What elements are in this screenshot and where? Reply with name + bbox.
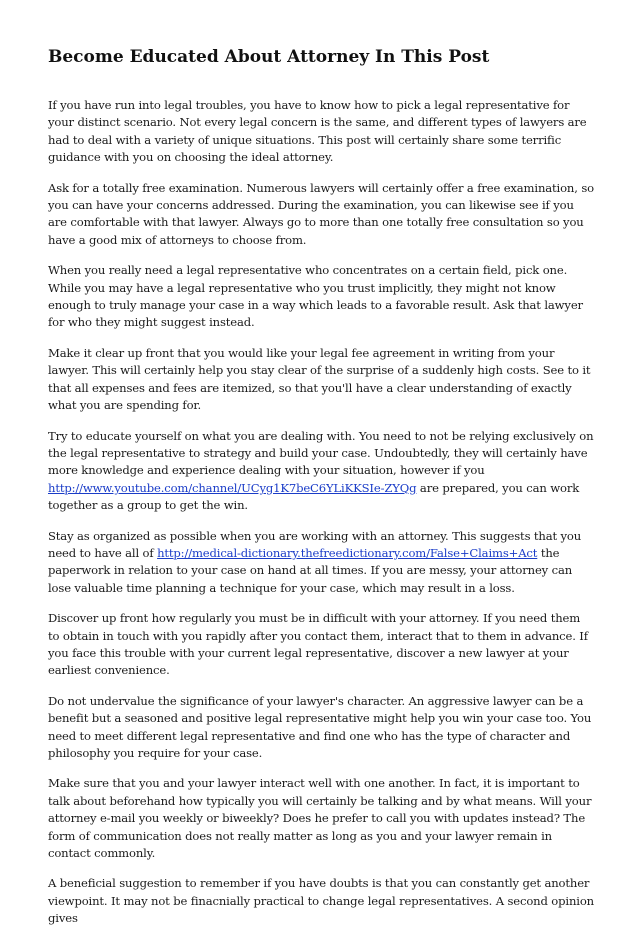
paragraph-text: Stay as organized as possible when you are working with an attorney. This suggests that you need to have all of: [48, 528, 582, 560]
paragraph-free-examination: Ask for a totally free examination. Numerous lawyers will certainly offer a free examination, so you can have your concerns addressed. During the examination, you can likewise see if you are comfortable with that lawyer. Always go to more than one totally free consultation so you have a good mix of attorneys to choose from.: [48, 180, 594, 247]
paragraph-educate-yourself: [48, 428, 594, 515]
paragraph-communication: Make sure that you and your lawyer interact well with one another. In fact, it is important to talk about beforehand how typically you will certainly be talking and by what means. Will your attorney e-mail you weekly or biweekly? Does he prefer to call you with updates instead? The form of communication does not really matter as long as you and your lawyer remain in contact commonly.: [48, 776, 592, 861]
paragraph-text: Try to educate yourself on what you are dealing with. You need to not be relying exclusively on the legal representative to strategy and build your case. Undoubtedly, they will certainly have more knowledge and experience dealing with your situation, however if you: [48, 428, 594, 478]
paragraph-stay-organized: [48, 528, 594, 598]
youtube-channel-link[interactable]: http://www.youtube.com/channel/UCyg1K7beC6YLiKKSIe-ZYQg: [48, 480, 417, 495]
paragraph-lawyer-character: Do not undervalue the significance of your lawyer's character. An aggressive lawyer can be a benefit but a seasoned and positive legal representative might help you win your case too. You need to meet different legal representative and find one who has the type of character and philosophy you require for your case.: [48, 693, 592, 760]
paragraph-contact-frequency: Discover up front how regularly you must be in difficult with your attorney. If you need them to obtain in touch with you rapidly after you contact them, interact that to them in advance. If you face this trouble with your current legal representative, discover a new lawyer at your earliest convenience.: [48, 611, 588, 678]
paragraph-second-opinion: A beneficial suggestion to remember if you have doubts is that you can constantly get another viewpoint. It may not be finacnially practical to change legal representatives. A second opinion gives: [48, 876, 594, 926]
dictionary-link[interactable]: http://medical-dictionary.thefreedictionary.com/False+Claims+Act: [157, 545, 538, 560]
document-page: [48, 46, 594, 941]
paragraph-fee-agreement: Make it clear up front that you would like your legal fee agreement in writing from your lawyer. This will certainly help you stay clear of the surprise of a suddenly high costs. See to it that all expenses and fees are itemized, so that you'll have a clear understanding of exactly what you are spending for.: [48, 345, 591, 413]
paragraph-specialist: When you really need a legal representative who concentrates on a certain field, pick one. While you may have a legal representative who you trust implicitly, they might not know enough to truly manage your case in a way which leads to a favorable result. Ask that lawyer for who they might suggest instead.: [48, 263, 583, 330]
paragraph-free-examination-intro: If you have run into legal troubles, you have to know how to pick a legal representative for your distinct scenario. Not every legal concern is the same, and different types of lawyers are had to deal with a variety of unique situations. This post will certainly share some terrific guidance with you on choosing the ideal attorney.: [48, 98, 587, 165]
paragraph-text: the paperwork in relation to your case on hand at all times. If you are messy, your attorney can lose valuable time planning a technique for your case, which may result in a loss.: [48, 545, 573, 595]
paragraph-text: are prepared, you can work together as a group to get the win.: [48, 480, 580, 513]
document-title: Become Educated About Attorney In This Post: [48, 47, 490, 67]
